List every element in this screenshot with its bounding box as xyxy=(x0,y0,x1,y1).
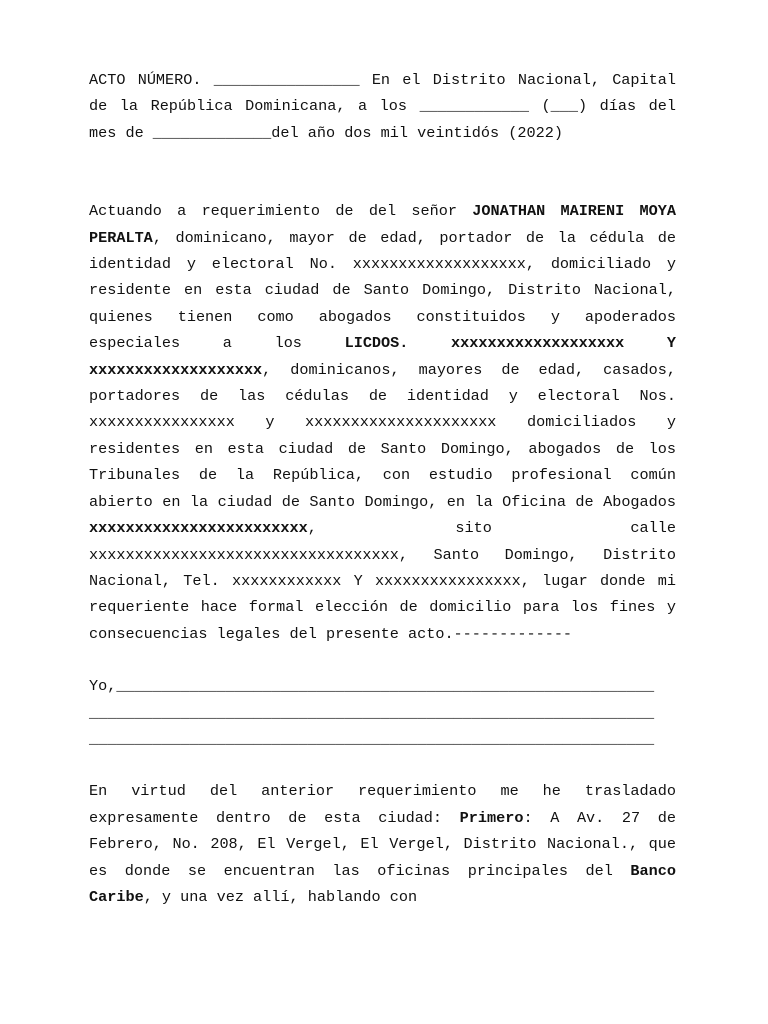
lawyers-names: LICDOS. xxxxxxxxxxxxxxxxxxx Y xxxxxxxxxxxxxxxxxxx xyxy=(89,334,676,379)
bailiff-line-1: Yo,___________________________________________________________ xyxy=(89,677,655,696)
requirement-paragraph xyxy=(89,198,676,647)
bailiff-line-2: ______________________________________________________________ xyxy=(89,703,655,722)
document-page xyxy=(89,67,676,910)
bailiff-line-3: ______________________________________________________________ xyxy=(89,729,655,748)
transfer-intro: En virtud del anterior requerimiento me he trasladado expresamente dentro de esta ciudad: xyxy=(89,782,676,827)
transfer-paragraph xyxy=(89,778,676,910)
requirement-text-c: , sito calle xxxxxxxxxxxxxxxxxxxxxxxxxxxxxxxxxx, Santo Domingo, Distrito Nacional, Tel. xxxxxxxxxxxx Y xxxxxxxxxxxxxxxx, lugar donde mi requeriente hace formal elección de domicilio para los fines y consecuencias legales del presente acto.------------- xyxy=(89,519,676,643)
spacer xyxy=(89,146,676,198)
client-name: JONATHAN MAIRENI MOYA PERALTA xyxy=(89,202,676,247)
first-label: Primero xyxy=(459,808,524,827)
act-header-text: ACTO NÚMERO. ________________ En el Distrito Nacional, Capital de la República Dominicana, a los ____________ (___) días del mes de _____________del año dos mil veintidós (2022) xyxy=(89,71,676,142)
transfer-text-b: , y una vez allí, hablando con xyxy=(143,887,418,906)
act-header-paragraph xyxy=(89,67,676,146)
law-office-name: xxxxxxxxxxxxxxxxxxxxxxxx xyxy=(89,519,308,538)
spacer xyxy=(89,647,676,673)
requirement-intro: Actuando a requerimiento de del señor xyxy=(89,202,473,221)
bank-name: Banco Caribe xyxy=(89,861,676,906)
transfer-text-a: : A Av. 27 de Febrero, No. 208, El Vergel, El Vergel, Distrito Nacional., que es donde se encuentran las oficinas principales del xyxy=(89,808,676,880)
requirement-text-a: , dominicano, mayor de edad, portador de la cédula de identidad y electoral No. xxxxxxxxxxxxxxxxxxx, domiciliado y residente en esta ciudad de Santo Domingo, Distrito Nacional, quienes tienen como abogados constituidos y apoderados especiales a los xyxy=(89,228,676,353)
spacer xyxy=(89,752,676,778)
requirement-text-b: , dominicanos, mayores de edad, casados, portadores de las cédulas de identidad y electoral Nos. xxxxxxxxxxxxxxxx y xxxxxxxxxxxxxxxxxxxxx domiciliados y residentes en esta ciudad de Santo Domingo, abogados de los Tribunales de la República, con estudio profesional común abierto en la ciudad de Santo Domingo, en la Oficina de Abogados xyxy=(89,360,676,511)
